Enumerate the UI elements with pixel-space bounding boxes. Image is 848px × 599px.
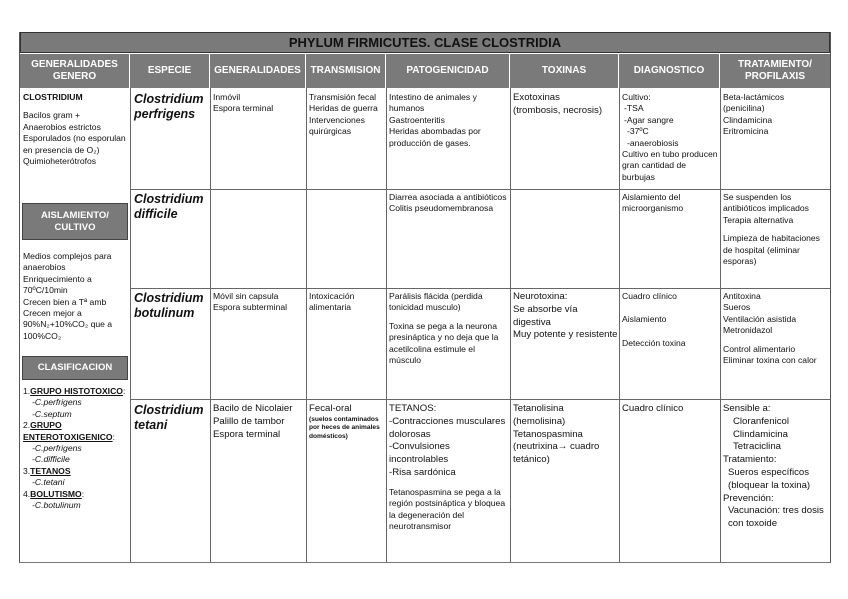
sidebar-clasificacion: [23, 386, 129, 511]
species-tetani: Clostridium tetani: [134, 403, 204, 432]
species-difficile: Clostridium difficile: [134, 192, 204, 221]
grid-line: [386, 88, 387, 562]
header-generalidades-genero: GENERALIDADES GENERO: [20, 54, 130, 88]
botulinum-transmision: Intoxicación alimentaria: [309, 291, 355, 313]
group-item: -C.difficile: [32, 454, 70, 465]
perfrigens-diagnostico: Cultivo: -TSA -Agar sangre -37ºC -anaerobiosis Cultivo en tubo producen gran cantidad de burbujas: [622, 92, 718, 182]
aislamiento-line: Medios complejos para anaerobios: [23, 251, 112, 273]
tetani-tratamiento: Sensible a: Cloranfenicol Clindamicina Tetraciclina Tratamiento: Sueros específicos (bloquear la toxina) Prevención: Vacunación: tres dosis con toxoide: [723, 403, 824, 530]
group-1: 1.GRUPO HISTOTOXICO:: [23, 386, 126, 396]
header-especie: ESPECIE: [130, 54, 210, 88]
grid-line: [720, 88, 721, 562]
sidebar-aislamiento: [23, 251, 127, 342]
genus-line: Anaerobios estrictos: [23, 121, 101, 132]
header-tratamiento: TRATAMIENTO/ PROFILAXIS: [720, 54, 830, 88]
summary-table: [19, 32, 831, 563]
perfrigens-transmision: Transmisión fecal Heridas de guerra Intervenciones quirúrgicas: [309, 92, 378, 137]
genus-name: CLOSTRIDIUM: [23, 92, 83, 102]
header-generalidades: GENERALIDADES: [210, 54, 306, 88]
grid-line: [619, 88, 620, 562]
group-item: -C.perfrigens: [32, 443, 82, 454]
aislamiento-line: Enriquecimiento a 70ºC/10min: [23, 273, 92, 296]
species-botulinum: Clostridium botulinum: [134, 291, 204, 320]
group-item: -C.perfrigens: [32, 397, 82, 408]
species-perfrigens: Clostridium perfrigens: [134, 92, 204, 121]
difficile-tratamiento: Se suspenden los antibióticos implicados Terapia alternativa Limpieza de habitaciones de hospital (eliminar esporas): [723, 192, 820, 267]
tetani-generalidades: Bacilo de Nicolaier Palillo de tambor Espora terminal: [213, 403, 293, 440]
clasificacion-header: CLASIFICACION: [22, 356, 128, 380]
grid-line: [130, 88, 131, 562]
genus-line: Esporulados (no esporulan en presencia de O₂): [23, 133, 126, 155]
genus-line: Bacilos gram +: [23, 110, 81, 121]
grid-line: [510, 88, 511, 562]
header-toxinas: TOXINAS: [510, 54, 619, 88]
tetani-toxinas: Tetanolisina (hemolisina) Tetanospasmina (neutrixina→ cuadro tetánico): [513, 403, 600, 466]
sidebar-genus: [23, 92, 127, 167]
group-4: 4.BOLUTISMO:: [23, 488, 85, 499]
botulinum-tratamiento: Antitoxina Sueros Ventilación asistida Metronidazol Control alimentario Eliminar toxina con calor: [723, 291, 817, 366]
difficile-diagnostico: Aislamiento del microorganismo: [622, 192, 684, 214]
difficile-patogenicidad: Diarrea asociada a antibióticos Colitis pseudomembranosa: [389, 192, 507, 214]
grid-line: [306, 88, 307, 562]
row-divider: [130, 399, 830, 400]
tetani-transmision: Fecal-oral (suelos contaminados por heces de animales domésticos): [309, 403, 380, 440]
botulinum-diagnostico: Cuadro clínico Aislamiento Detección toxina: [622, 291, 686, 348]
row-divider: [130, 189, 830, 190]
botulinum-generalidades: Móvil sin capsula Espora subterminal: [213, 291, 288, 313]
perfrigens-generalidades: Inmóvil Espora terminal: [213, 92, 274, 114]
table-title: PHYLUM FIRMICUTES. CLASE CLOSTRIDIA: [20, 32, 830, 53]
header-transmision: TRANSMISION: [306, 54, 386, 88]
group-item: -C.tetani: [32, 477, 65, 488]
header-diagnostico: DIAGNOSTICO: [619, 54, 720, 88]
tetani-diagnostico: Cuadro clínico: [622, 403, 684, 414]
aislamiento-header: AISLAMIENTO/ CULTIVO: [22, 203, 128, 240]
genus-line: Quimioheterótrofos: [23, 156, 97, 167]
group-item: -C.septum: [32, 408, 72, 419]
perfrigens-patogenicidad: Intestino de animales y humanos Gastroenteritis Heridas abombadas por producción de gases.: [389, 92, 481, 148]
botulinum-toxinas: Neurotoxina: Se absorbe vía digestiva Muy potente y resistente: [513, 291, 618, 341]
aislamiento-line: Crecen mejor a 90%N₂+10%CO₂ que a 100%CO₂: [23, 308, 113, 341]
tetani-patogenicidad: TETANOS: -Contracciones musculares dolorosas -Convulsiones incontrolables -Risa sardónica Tetanospasmina se pega a la región postsináptica y bloquea la degeneración del neurotransmisor: [389, 403, 506, 531]
row-divider: [130, 288, 830, 289]
group-2: 2.GRUPO ENTEROTOXIGENICO:: [23, 420, 115, 442]
botulinum-patogenicidad: Parálisis flácida (perdida tonicidad musculo) Toxina se pega a la neurona presináptica y no deja que la acetilcolina estimule el músculo: [389, 291, 499, 366]
perfrigens-tratamiento: Beta-lactámicos (penicilina) Clindamicina Eritromicina: [723, 92, 785, 137]
aislamiento-line: Crecen bien a Tª amb: [23, 296, 107, 307]
group-item: -C.botulinum: [32, 500, 81, 511]
perfrigens-toxinas: Exotoxinas (trombosis, necrosis): [513, 92, 603, 116]
group-3: 3.TETANOS: [23, 465, 71, 476]
grid-line: [210, 88, 211, 562]
header-patogenicidad: PATOGENICIDAD: [386, 54, 510, 88]
